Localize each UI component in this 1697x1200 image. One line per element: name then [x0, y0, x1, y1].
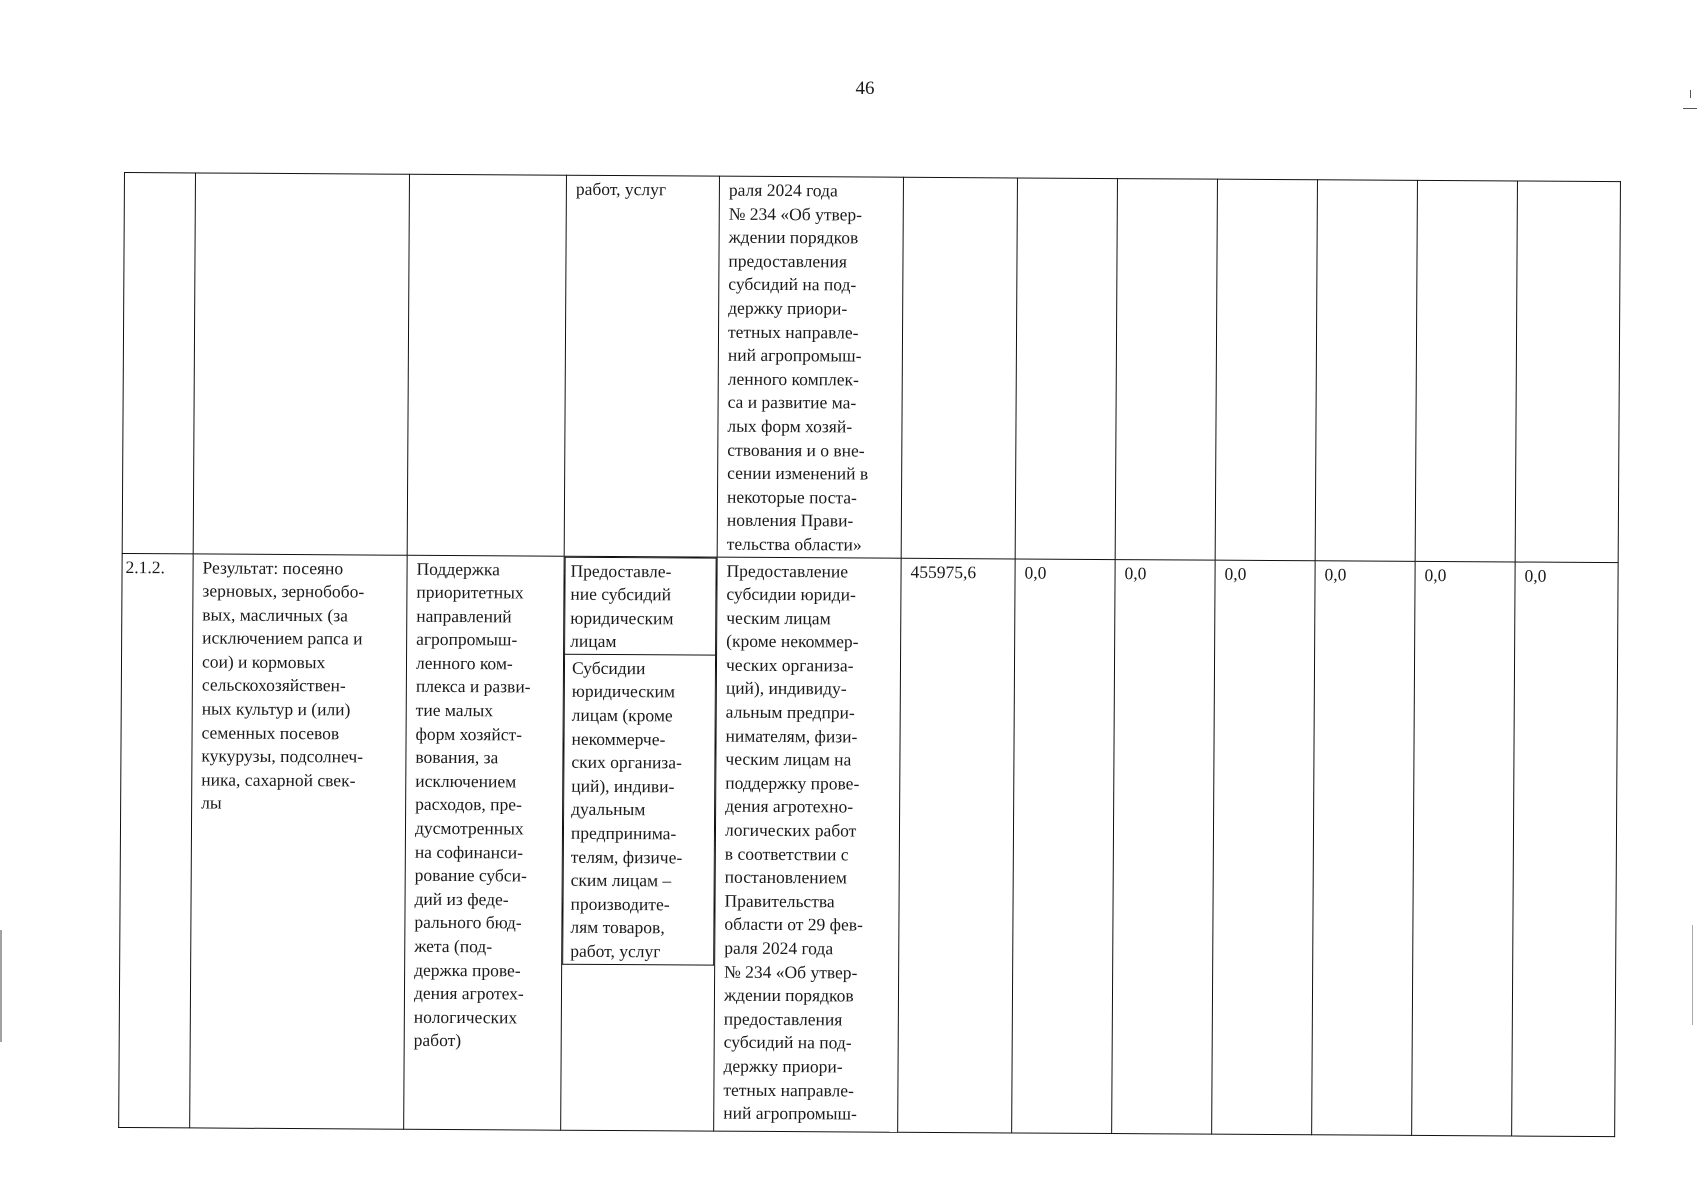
table-row-2-1-2 — [119, 553, 1618, 1136]
cell-empty — [1515, 181, 1620, 562]
cell-description-continued — [717, 176, 903, 558]
row-number: 2.1.2. — [125, 556, 166, 577]
right-margin-scan-marks — [1692, 925, 1693, 1025]
result-text: Результат: посеяно зерновых, зернобобо- вых, масличных (за исключением рапса и сои) и кормовых сельскохозяйствен- ных культур и (или) семенных посевов кукурузы, подсолнеч- ника, сахарной свек- лы — [201, 556, 365, 814]
cell-row-number — [119, 553, 194, 1127]
cell-description — [714, 557, 902, 1132]
cell-direction-empty — [407, 174, 566, 555]
description-text: Предоставление субсидии юриди- ческим лицам (кроме некоммер- ческих организа- ций), индивиду- альным предпри- нимателям, физи- ческим лицам на поддержку прове- дения агротехно- логических работ в соответствии с постановлением Правительства области от 29 фев- раля 2024 года № 234 «Об утвер- ждении порядков предоставления субсидий на под- держку приори- тетных направле- ний агропромыш- — [723, 560, 863, 1124]
type-top-text: Предоставле- ние субсидий юридическим лицам — [570, 560, 674, 652]
right-margin-tick — [1683, 108, 1697, 109]
cell-result-empty — [193, 173, 409, 555]
cell-direction — [404, 555, 565, 1130]
cell-empty — [1015, 178, 1117, 559]
cell-empty — [1215, 179, 1317, 560]
table-row-continuation — [122, 173, 1620, 563]
amount-value: 0,0 — [1424, 564, 1447, 585]
cell-amount-total — [898, 558, 1016, 1133]
cell-amount-empty — [901, 177, 1017, 558]
amount-value: 0,0 — [1524, 565, 1547, 586]
amount-value: 0,0 — [1224, 563, 1247, 584]
cell-amount — [1212, 560, 1316, 1135]
amount-value: 0,0 — [1024, 562, 1047, 583]
cell-amount — [1412, 561, 1516, 1136]
cell-amount — [1112, 559, 1216, 1134]
direction-text: Поддержка приоритетных направлений агропромыш- ленного ком- плекса и разви- тие малых форм хозяйст- вования, за исключением расходов, пре- дусмотренных на софинанси- рование субси- дий из феде- рального бюд- жета (под- держка прове- дения агротех- нологических работ) — [413, 558, 531, 1051]
cell-empty — [1115, 179, 1217, 560]
description-continued-text: раля 2024 года № 234 «Об утвер- ждении порядков предоставления субсидий на под- держку приори- тетных направле- ний агропромыш- ленного комплек- са и развитие ма- лых форм хозяй- ствования и о вне- сении изменений в некоторые поста- новления Прави- тельства области» — [726, 179, 869, 555]
left-margin-scan-marks — [0, 930, 2, 1042]
cell-empty — [1315, 180, 1417, 561]
amount-total: 455975,6 — [910, 561, 977, 582]
cell-result — [190, 553, 408, 1128]
cell-amount — [1012, 558, 1116, 1133]
cell-number-empty — [122, 173, 195, 554]
right-margin-tick — [1690, 90, 1691, 98]
page-number: 46 — [855, 78, 875, 99]
cell-type-continued — [564, 175, 719, 556]
cell-amount — [1512, 562, 1619, 1137]
type-bottom-text: Субсидии юридическим лицам (кроме некоммерче- ских организа- ций), индиви- дуальным предпринима- телям, физиче- ским лицам – производите- лям товаров, работ, услуг — [570, 657, 683, 962]
program-table — [118, 172, 1621, 1137]
cell-type — [561, 556, 718, 1131]
amount-value: 0,0 — [1324, 563, 1347, 584]
cell-amount — [1312, 560, 1416, 1135]
cell-empty — [1415, 180, 1517, 561]
amount-value: 0,0 — [1124, 562, 1147, 583]
type-subtable — [562, 556, 716, 965]
type-continued-text: работ, услуг — [575, 178, 667, 200]
